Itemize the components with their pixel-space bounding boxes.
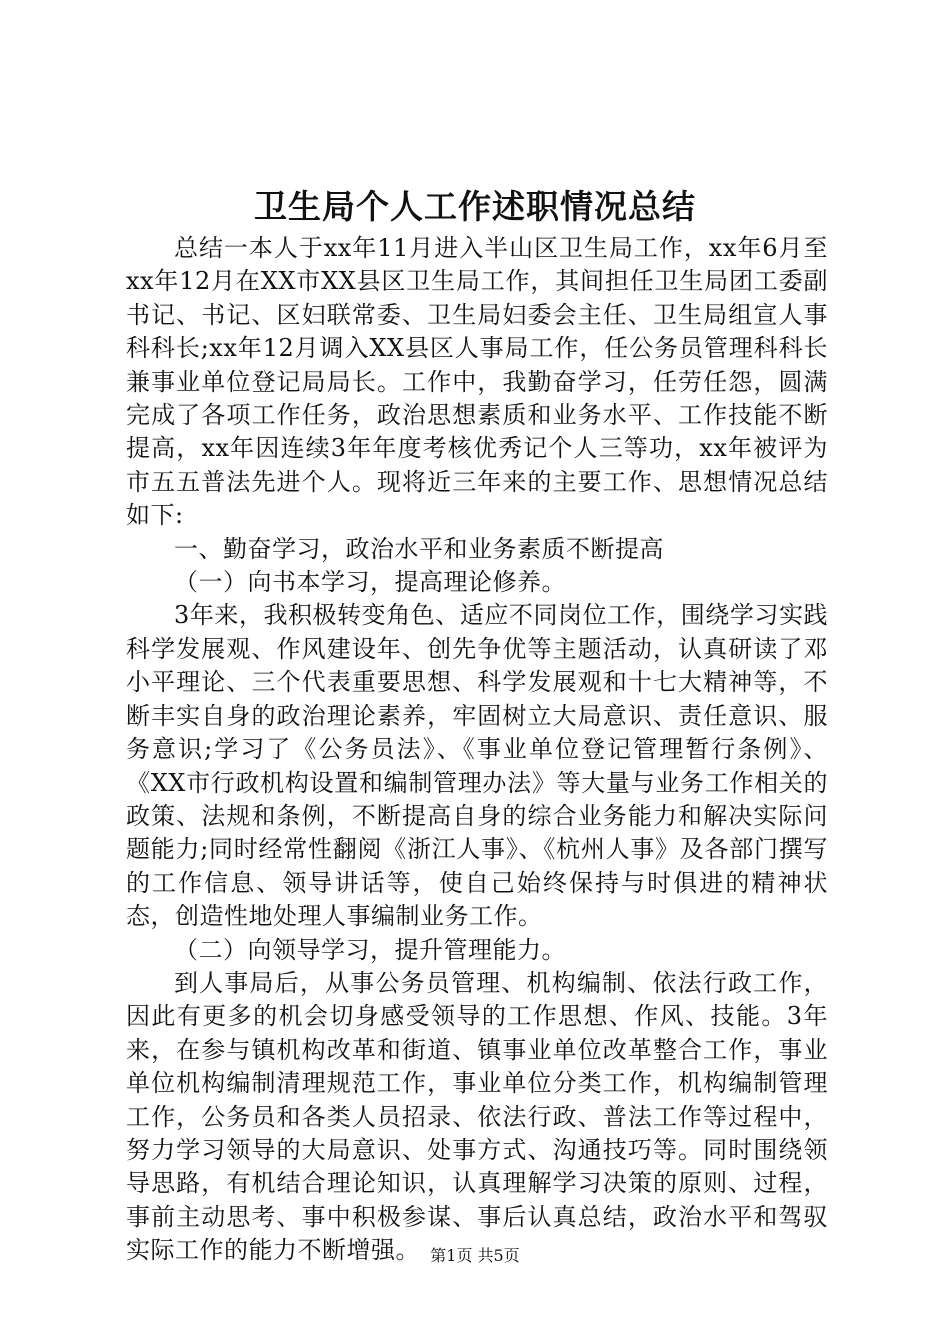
- document-title: 卫生局个人工作述职情况总结: [254, 187, 696, 226]
- paragraph-intro: 总结一本人于xx年11月进入半山区卫生局工作，xx年6月至xx年12月在XX市XX县区卫生局工作，其间担任卫生局团工委副书记、书记、区妇联常委、卫生局妇委会主任、卫生局组宣人事科科长;xx年12月调入XX县区人事局工作，任公务员管理科科长兼事业单位登记局局长。工作中，我勤奋学习，任劳任怨，圆满完成了各项工作任务，政治思想素质和业务水平、工作技能不断提高，xx年因连续3年年度考核优秀记个人三等功，xx年被评为市五五普法先进个人。现将近三年来的主要工作、思想情况总结如下:: [126, 234, 828, 530]
- subsection-heading-2: （二）向领导学习，提升管理能力。: [174, 935, 566, 964]
- document-body: [126, 232, 828, 1268]
- page-number-footer: 第1页 共5页: [430, 1246, 520, 1265]
- paragraph-book-study: 3年来，我积极转变角色、适应不同岗位工作，围绕学习实践科学发展观、作风建设年、创先争优等主题活动，认真研读了邓小平理论、三个代表重要思想、科学发展观和十七大精神等，不断丰实自身的政治理论素养，牢固树立大局意识、责任意识、服务意识;学习了《公务员法》、《事业单位登记管理暂行条例》、《XX市行政机构设置和编制管理办法》等大量与业务工作相关的政策、法规和条例，不断提高自身的综合业务能力和解决实际问题能力;同时经常性翻阅《浙江人事》、《杭州人事》及各部门撰写的工作信息、领导讲话等，使自己始终保持与时俱进的精神状态，创造性地处理人事编制业务工作。: [126, 601, 828, 931]
- paragraph-leader-study: 到人事局后，从事公务员管理、机构编制、依法行政工作，因此有更多的机会切身感受领导的工作思想、作风、技能。3年来，在参与镇机构改革和街道、镇事业单位改革整合工作，事业单位机构编制清理规范工作，事业单位分类工作，机构编制管理工作，公务员和各类人员招录、依法行政、普法工作等过程中，努力学习领导的大局意识、处事方式、沟通技巧等。同时围绕领导思路，有机结合理论知识，认真理解学习决策的原则、过程，事前主动思考、事中积极参谋、事后认真总结，政治水平和驾驭实际工作的能力不断增强。: [126, 968, 828, 1265]
- section-heading-1: 一、勤奋学习，政治水平和业务素质不断提高: [174, 534, 664, 563]
- subsection-heading-1: （一）向书本学习，提高理论修养。: [174, 568, 566, 597]
